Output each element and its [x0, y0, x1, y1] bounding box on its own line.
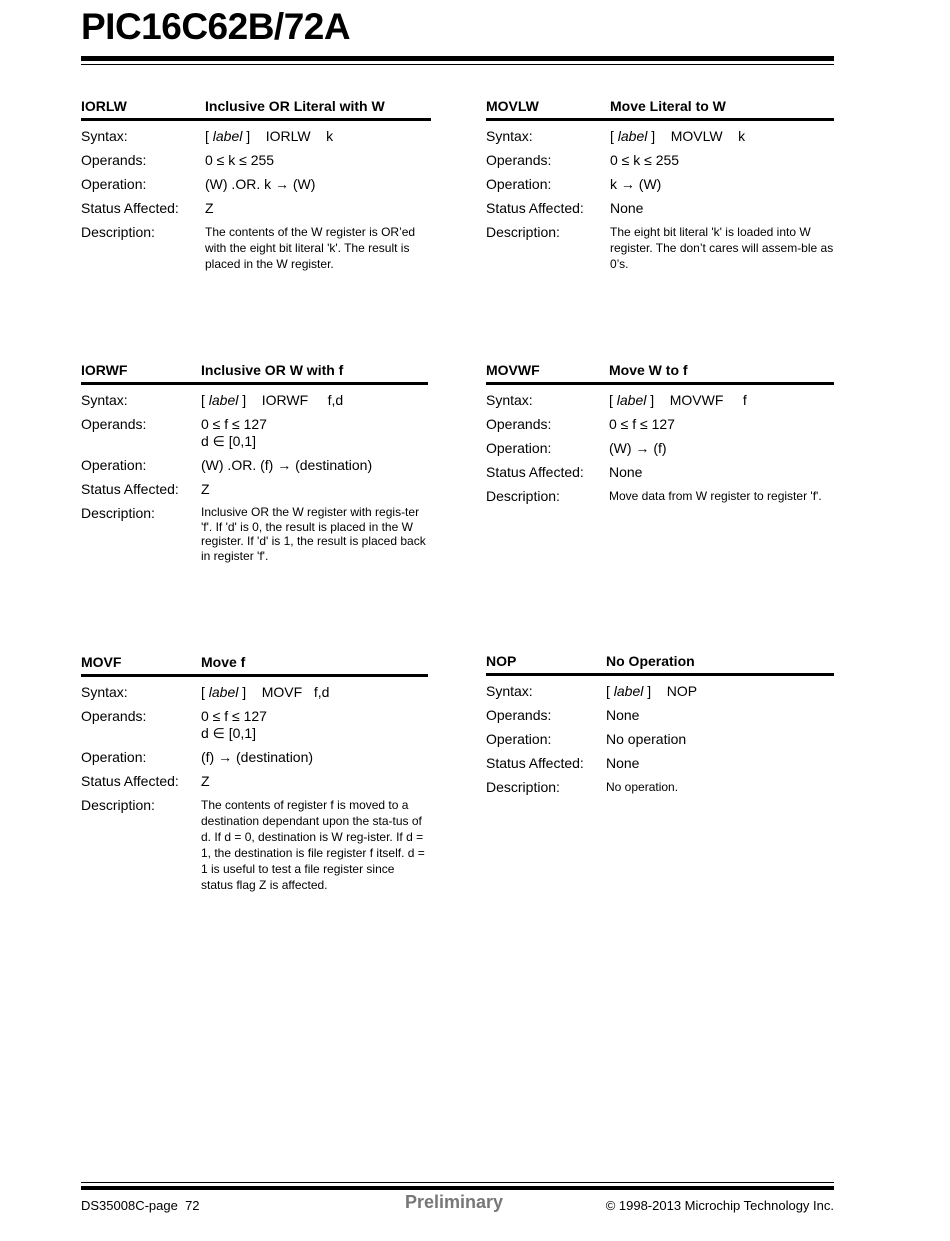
description-row — [81, 505, 428, 563]
description-label: Description: — [81, 797, 155, 813]
syntax-opcode: MOVLW — [670, 128, 723, 144]
syntax-label: Syntax: — [81, 128, 128, 144]
instruction-mnemonic: MOVLW — [486, 98, 539, 114]
operands-row — [81, 708, 428, 742]
instruction-name: Move f — [201, 654, 246, 670]
description-value: Inclusive OR the W register with regis-ter 'f'. If 'd' is 0, the result is placed in the W register. If 'd' is 1, the result is placed back in register 'f'. — [201, 505, 426, 563]
description-label: Description: — [81, 224, 155, 240]
instruction-name: Move W to f — [609, 362, 688, 378]
operands-label: Operands: — [81, 152, 147, 168]
operands-label: Operands: — [81, 708, 147, 724]
status-label: Status Affected: — [486, 200, 584, 216]
operation-value: (W) → (f) — [609, 440, 667, 456]
status-row — [486, 755, 834, 772]
operand-line: 0 ≤ f ≤ 127 — [201, 416, 267, 432]
operation-value: (W) .OR. (f) → (destination) — [201, 457, 373, 473]
syntax-opcode: IORLW — [265, 128, 311, 144]
operand-line: 0 ≤ f ≤ 127 — [201, 708, 267, 724]
operands-row — [81, 416, 428, 450]
syntax-value: [ label ] IORWF f,d — [201, 392, 344, 408]
status-label: Status Affected: — [486, 755, 584, 771]
operation-row — [486, 440, 834, 457]
header-rule-thin — [81, 64, 834, 65]
syntax-args: f,d — [327, 392, 344, 408]
syntax-label-placeholder: label — [617, 128, 648, 144]
instruction-block-movlw — [486, 98, 834, 272]
syntax-args: k — [326, 128, 334, 144]
header-rule-thick — [81, 56, 834, 61]
instruction-mnemonic: IORWF — [81, 362, 128, 378]
status-row — [81, 200, 431, 217]
syntax-label-placeholder: label — [208, 684, 239, 700]
status-value: None — [610, 200, 644, 216]
description-label: Description: — [486, 224, 560, 240]
syntax-label: Syntax: — [486, 683, 533, 699]
instruction-mnemonic: IORLW — [81, 98, 127, 114]
operation-row — [81, 457, 428, 474]
instruction-header — [486, 98, 834, 121]
instruction-name: Inclusive OR W with f — [201, 362, 344, 378]
status-label: Status Affected: — [81, 773, 179, 789]
syntax-opcode: NOP — [666, 683, 698, 699]
syntax-row — [486, 128, 834, 145]
operands-value: 0 ≤ k ≤ 255 — [610, 152, 680, 168]
footer-page-number: DS35008C-page 72 — [81, 1198, 200, 1213]
syntax-label: Syntax: — [81, 392, 128, 408]
instruction-block-movwf — [486, 362, 834, 505]
instruction-mnemonic: MOVWF — [486, 362, 540, 378]
syntax-value: [ label ] MOVF f,d — [201, 684, 330, 700]
syntax-value: [ label ] MOVWF f — [609, 392, 747, 408]
operation-label: Operation: — [486, 731, 552, 747]
syntax-row — [486, 683, 834, 700]
status-value: Z — [201, 481, 210, 497]
operation-value: No operation — [606, 731, 687, 747]
syntax-args: f — [742, 392, 747, 408]
syntax-row — [81, 128, 431, 145]
description-value: The contents of register f is moved to a destination dependant upon the sta-tus of d. If d = 0, destination is W reg-ister. If d = 1, the destination is file register f itself. d = 1 is useful to test a file register since status flag Z is affected. — [201, 798, 425, 892]
status-value: Z — [205, 200, 214, 216]
status-value: Z — [201, 773, 210, 789]
operands-value: 0 ≤ k ≤ 255 — [205, 152, 275, 168]
operand-line: d ∈ [0,1] — [201, 725, 257, 741]
operation-row — [81, 749, 428, 766]
operands-row — [486, 707, 834, 724]
instruction-header — [81, 98, 431, 121]
operation-label: Operation: — [486, 176, 552, 192]
status-value: None — [609, 464, 643, 480]
footer-copyright: © 1998-2013 Microchip Technology Inc. — [605, 1198, 834, 1213]
instruction-block-iorlw — [81, 98, 431, 272]
syntax-label: Syntax: — [81, 684, 128, 700]
operands-row — [81, 152, 431, 169]
operation-label: Operation: — [486, 440, 552, 456]
status-label: Status Affected: — [81, 200, 179, 216]
syntax-label-placeholder: label — [208, 392, 239, 408]
description-label: Description: — [486, 779, 560, 795]
operands-label: Operands: — [486, 707, 552, 723]
description-value: The contents of the W register is OR’ed with the eight bit literal 'k'. The result is placed in the W register. — [205, 225, 416, 271]
description-row — [486, 224, 834, 272]
operation-value: (W) .OR. k → (W) — [205, 176, 316, 192]
operation-value: (f) → (destination) — [201, 749, 314, 765]
operands-label: Operands: — [486, 416, 552, 432]
instruction-name: No Operation — [606, 653, 695, 669]
status-label: Status Affected: — [486, 464, 584, 480]
syntax-row — [81, 684, 428, 701]
syntax-opcode: MOVF — [261, 684, 303, 700]
operand-line: d ∈ [0,1] — [201, 433, 257, 449]
syntax-row — [81, 392, 428, 409]
syntax-label: Syntax: — [486, 128, 533, 144]
footer-rule-thick — [81, 1186, 834, 1190]
status-row — [81, 481, 428, 498]
syntax-label-placeholder: label — [613, 683, 644, 699]
operation-value: k → (W) — [610, 176, 662, 192]
description-row — [81, 224, 431, 272]
syntax-row — [486, 392, 834, 409]
syntax-value: [ label ] IORLW k — [205, 128, 334, 144]
operands-row — [486, 152, 834, 169]
instruction-name: Inclusive OR Literal with W — [205, 98, 385, 114]
syntax-value: [ label ] NOP — [606, 683, 698, 699]
footer-status: Preliminary — [405, 1192, 504, 1212]
instruction-block-nop — [486, 653, 834, 796]
syntax-args: f,d — [313, 684, 330, 700]
operation-label: Operation: — [81, 749, 147, 765]
status-value: None — [606, 755, 640, 771]
description-row — [81, 797, 428, 893]
footer-rule-thin — [81, 1182, 834, 1183]
instruction-header — [81, 654, 428, 677]
operation-label: Operation: — [81, 176, 147, 192]
operands-value: 0 ≤ f ≤ 127 — [609, 416, 675, 432]
operation-row — [486, 176, 834, 193]
instruction-header — [81, 362, 428, 385]
instruction-block-movf — [81, 654, 428, 893]
syntax-opcode: MOVWF — [669, 392, 724, 408]
operands-value: None — [606, 707, 640, 723]
description-value: No operation. — [606, 780, 679, 794]
page-title: PIC16C62B/72A — [81, 6, 351, 47]
operation-label: Operation: — [81, 457, 147, 473]
syntax-opcode: IORWF — [261, 392, 309, 408]
syntax-label-placeholder: label — [616, 392, 647, 408]
syntax-label-placeholder: label — [212, 128, 243, 144]
instruction-block-iorwf — [81, 362, 428, 563]
status-row — [486, 200, 834, 217]
description-row — [486, 488, 834, 505]
description-value: Move data from W register to register 'f'. — [609, 489, 822, 503]
instruction-name: Move Literal to W — [610, 98, 726, 114]
description-value: The eight bit literal 'k' is loaded into W register. The don’t cares will assem-ble as 0’s. — [610, 225, 834, 271]
instruction-header — [486, 362, 834, 385]
status-label: Status Affected: — [81, 481, 179, 497]
syntax-args: k — [738, 128, 746, 144]
description-row — [486, 779, 834, 796]
syntax-value: [ label ] MOVLW k — [610, 128, 746, 144]
operands-label: Operands: — [81, 416, 147, 432]
operation-row — [81, 176, 431, 193]
syntax-label: Syntax: — [486, 392, 533, 408]
instruction-header — [486, 653, 834, 676]
description-label: Description: — [81, 505, 155, 521]
instruction-mnemonic: MOVF — [81, 654, 122, 670]
operands-row — [486, 416, 834, 433]
status-row — [486, 464, 834, 481]
operation-row — [486, 731, 834, 748]
description-label: Description: — [486, 488, 560, 504]
operands-value — [201, 416, 428, 450]
operands-value — [201, 708, 428, 742]
instruction-mnemonic: NOP — [486, 653, 517, 669]
status-row — [81, 773, 428, 790]
operands-label: Operands: — [486, 152, 552, 168]
